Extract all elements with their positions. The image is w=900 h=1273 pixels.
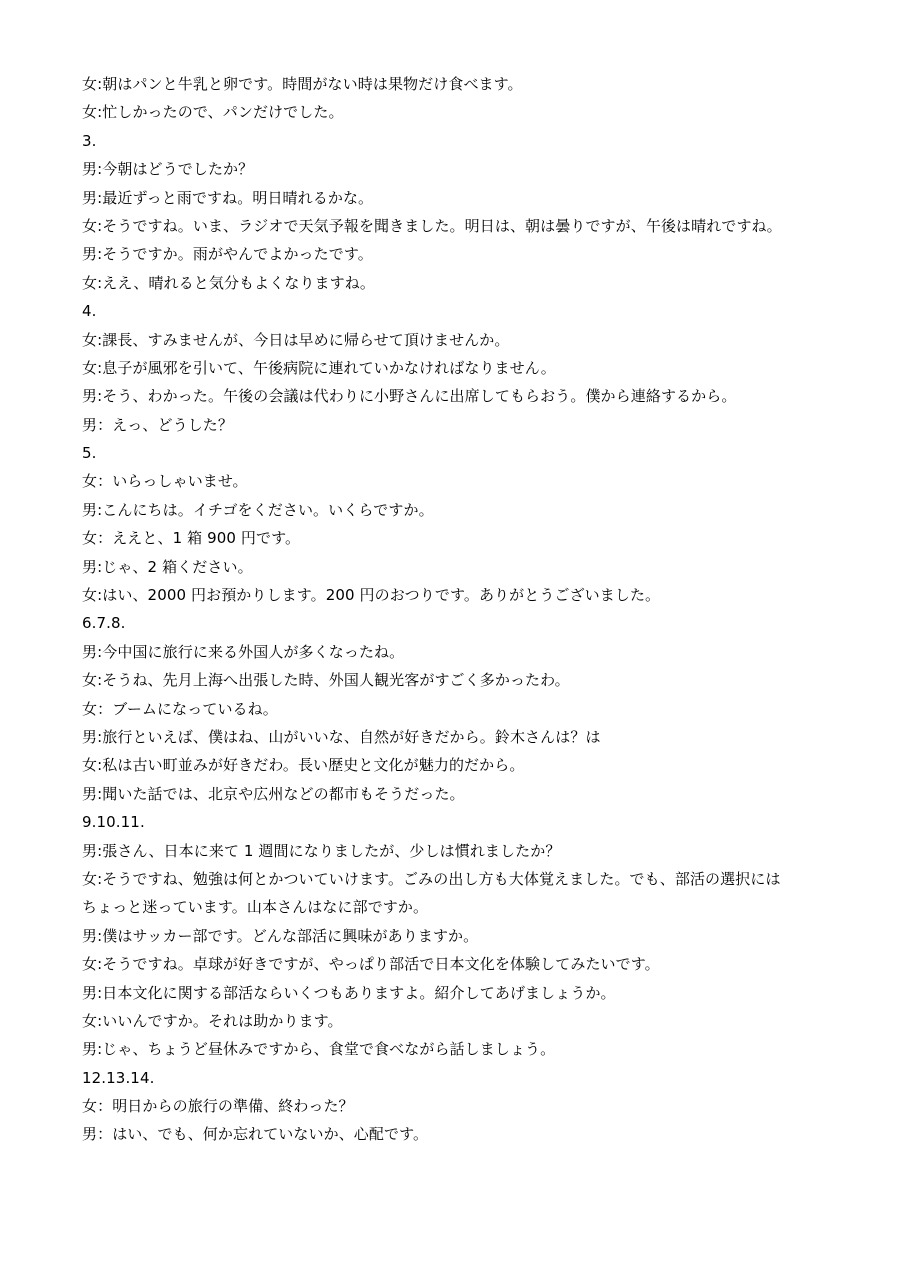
text-line: ちょっと迷っています。山本さんはなに部ですか。 (82, 898, 429, 917)
text-line: 男:今中国に旅行に来る外国人が多くなったね。 (82, 642, 405, 661)
section-number: 5. (82, 444, 97, 463)
section-number: 6.7.8. (82, 614, 126, 633)
text-line: 女:そうですね、勉強は何とかついていけます。ごみの出し方も大体覚えました。でも、部活の選択には (82, 869, 781, 888)
text-line: 男:じゃ、2 箱ください。 (82, 557, 253, 576)
text-line: 男：はい、でも、何か忘れていないか、心配です。 (82, 1125, 429, 1144)
document-body (82, 70, 872, 1149)
text-line: 女:私は古い町並みが好きだわ。長い歴史と文化が魅力的だから。 (82, 756, 525, 775)
text-line: 男:じゃ、ちょうど昼休みですから、食堂で食べながら話しましょう。 (82, 1040, 556, 1059)
text-line: 男:張さん、日本に来て 1 週間になりましたが、少しは慣れましたか？ (82, 841, 561, 860)
text-line: 女：明日からの旅行の準備、終わった？ (82, 1097, 354, 1116)
text-line: 男:今朝はどうでしたか？ (82, 160, 254, 179)
section-number: 9.10.11. (82, 813, 145, 832)
text-line: 女:朝はパンと牛乳と卵です。時間がない時は果物だけ食べます。 (82, 75, 523, 93)
text-line: 女：ええと、1 箱 900 円です。 (82, 529, 301, 548)
text-line: 女:ええ、晴れると気分もよくなりますね。 (82, 273, 375, 292)
section-number: 12.13.14. (82, 1068, 155, 1087)
text-line: 女:忙しかったので、パンだけでした。 (82, 103, 344, 122)
text-line: 女:課長、すみませんが、今日は早めに帰らせて頂けませんか。 (82, 330, 510, 349)
text-line: 男:旅行といえば、僕はね、山がいいな、自然が好きだから。鈴木さんは？は (82, 727, 601, 746)
text-line: 女:いいんですか。それは助かります。 (82, 1011, 343, 1030)
text-line: 男:こんにちは。イチゴをください。いくらですか。 (82, 500, 434, 519)
text-line: 女:そうですね。卓球が好きですが、やっぱり部活で日本文化を体験してみたいです。 (82, 955, 660, 974)
text-line: 男:そう、わかった。午後の会議は代わりに小野さんに出席してもらおう。僕から連絡するから。 (82, 387, 737, 406)
text-line: 女:そうですね。いま、ラジオで天気予報を聞きました。明日は、朝は曇りですが、午後は晴れですね。 (82, 216, 782, 235)
text-line: 女:そうね、先月上海へ出張した時、外国人観光客がすごく多かったわ。 (82, 671, 570, 690)
section-number: 4. (82, 302, 97, 321)
text-line: 男:僕はサッカー部です。どんな部活に興味がありますか。 (82, 926, 479, 945)
text-line: 男:そうですか。雨がやんでよかったです。 (82, 245, 373, 264)
text-line: 女：いらっしゃいませ。 (82, 472, 248, 491)
text-line: 男:最近ずっと雨ですね。明日晴れるかな。 (82, 188, 374, 207)
text-line: 女:息子が風邪を引いて、午後病院に連れていかなければなりません。 (82, 358, 556, 377)
text-line: 女:はい、2000 円お預かりします。200 円のおつりです。ありがとうございました。 (82, 586, 661, 605)
text-line: 男:日本文化に関する部活ならいくつもありますよ。紹介してあげましょうか。 (82, 983, 616, 1002)
text-line: 男：えっ、どうした？ (82, 415, 234, 434)
section-number: 3. (82, 131, 97, 150)
text-line: 男:聞いた話では、北京や広州などの都市もそうだった。 (82, 784, 465, 803)
text-line: 女：ブームになっているね。 (82, 699, 278, 718)
